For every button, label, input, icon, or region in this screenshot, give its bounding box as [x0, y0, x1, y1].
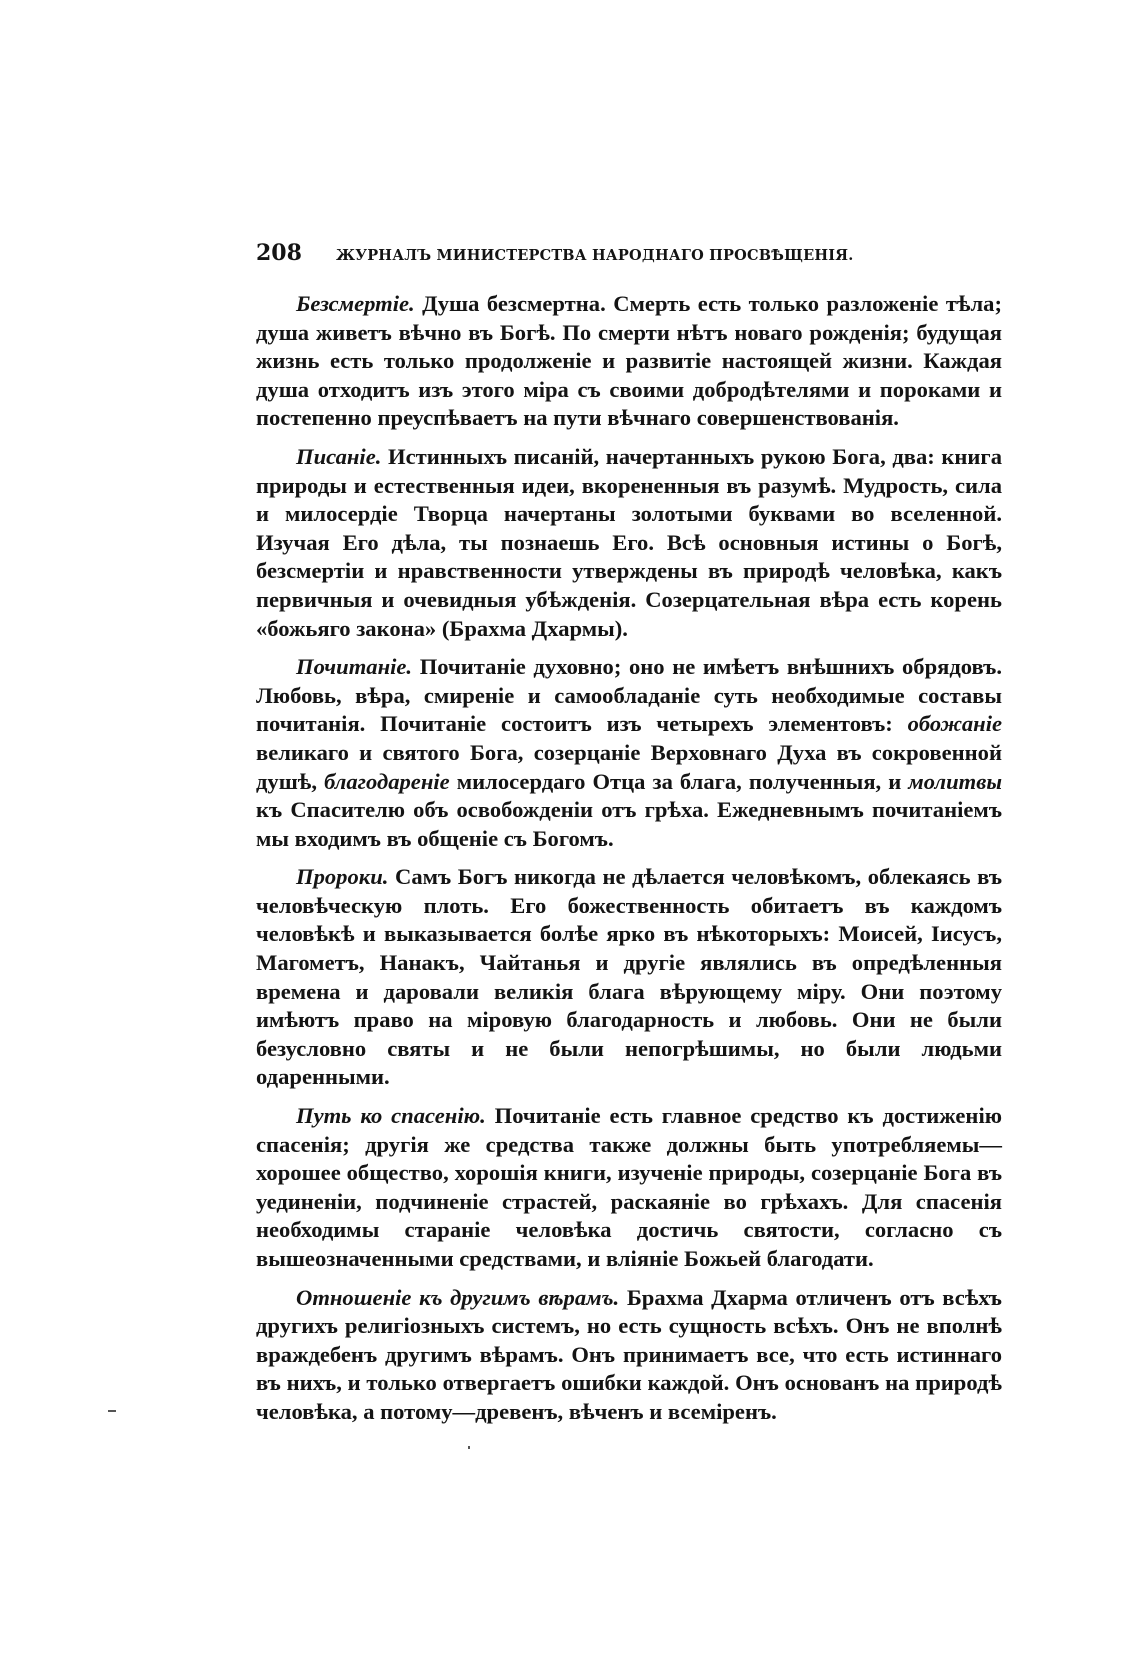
section-text-immortality: Душа безсмертна. Смерть есть только разложеніе тѣла; душа живетъ вѣчно въ Богѣ. По смерти нѣтъ новаго рожденія; будущая жизнь есть только продолженіе и развитіе настоящей жизни. Каждая душа отходитъ изъ этого міра съ своими добродѣтелями и пороками и постепенно преуспѣваетъ на пути вѣчнаго совершенствованія.	[256, 291, 1002, 431]
section-text-worship-b: великаго и святого Бога, созерцаніе Верховнаго Духа въ сокровенной душѣ,	[256, 739, 1002, 794]
section-text-other-faiths: Брахма Дхарма отличенъ отъ всѣхъ другихъ религіозныхъ системъ, но есть сущность всѣхъ. Онъ не вполнѣ враждебенъ другимъ вѣрамъ. Онъ принимаетъ все, что есть истиннаго въ нихъ, и только отвергаетъ ошибки каждой. Онъ основанъ на природѣ человѣка, а потому—древенъ, вѣченъ и всеміренъ.	[256, 1284, 1002, 1424]
scan-speck-left	[108, 1410, 116, 1412]
section-text-scripture: Истинныхъ писаній, начертанныхъ рукою Бога, два: книга природы и естественныя идеи, вкорененныя въ разумѣ. Мудрость, сила и милосердіе Творца начертаны золотыми буквами во вселенной. Изучая Его дѣла, ты познаешь Его. Всѣ основныя истины о Богѣ, безсмертіи и нравственности утверждены въ природѣ человѣка, какъ первичныя и очевидныя убѣжденія. Созерцательная вѣра есть корень «божьяго закона» (Брахма Дхармы).	[256, 443, 1002, 641]
section-other-faiths	[256, 1284, 1002, 1427]
section-path-to-salvation	[256, 1102, 1002, 1274]
section-text-worship-d: къ Спасителю объ освобожденіи отъ грѣха. Ежедневнымъ почитаніемъ мы входимъ въ общеніе съ Богомъ.	[256, 797, 1002, 851]
section-title-path-to-salvation: Путь ко спасенію.	[296, 1103, 486, 1129]
page-body	[256, 240, 1002, 1437]
section-immortality	[256, 290, 1002, 433]
emphasis-adoration: обожаніе	[907, 711, 1002, 737]
section-text-worship-a: Почитаніе духовно; оно не имѣетъ внѣшнихъ обрядовъ. Любовь, вѣра, смиреніе и самообладаніе суть необходимые составы почитанія. Почитаніе состоитъ изъ четырехъ элементовъ:	[256, 654, 1002, 737]
section-title-immortality: Безсмертіе.	[296, 291, 415, 316]
section-title-worship: Почитаніе.	[296, 654, 413, 680]
emphasis-thanksgiving: благодареніе	[324, 768, 450, 794]
section-scripture	[256, 443, 1002, 643]
section-text-worship-c: милосердаго Отца за блага, полученныя, и	[449, 768, 909, 794]
scan-speck-center	[468, 1446, 470, 1449]
page-header	[256, 240, 1002, 274]
section-title-scripture: Писаніе.	[296, 443, 382, 469]
running-title: ЖУРНАЛЪ МИНИСТЕРСТВА НАРОДНАГО ПРОСВѢЩЕНІЯ.	[336, 247, 854, 264]
section-title-other-faiths: Отношеніе къ другимъ вѣрамъ.	[296, 1284, 620, 1310]
section-title-prophets: Пророки.	[296, 864, 389, 890]
section-text-path-to-salvation: Почитаніе есть главное средство къ достиженію спасенія; другія же средства также должны быть употребляемы— хорошее общество, хорошія книги, изученіе природы, созерцаніе Бога въ уединеніи, подчиненіе страстей, раскаяніе во грѣхахъ. Для спасенія необходимы стараніе человѣка достичь святости, согласно съ вышеозначенными средствами, и вліяніе Божьей благодати.	[256, 1103, 1002, 1271]
emphasis-prayers: молитвы	[908, 768, 1003, 794]
page-number: 208	[256, 240, 302, 266]
section-prophets	[256, 863, 1002, 1092]
section-text-prophets: Самъ Богъ никогда не дѣлается человѣкомъ, облекаясь въ человѣческую плоть. Его божественность обитаетъ въ каждомъ человѣкѣ и выказывается болѣе ярко въ нѣкоторыхъ: Моисей, Іисусъ, Магометъ, Нанакъ, Чайтанья и другіе являлись въ опредѣленныя времена и даровали великія блага вѣрующему міру. Они поэтому имѣютъ право на міровую благодарность и любовь. Они не были безусловно святы и не были непогрѣшимы, но были людьми одаренными.	[256, 864, 1002, 1090]
section-worship	[256, 653, 1002, 853]
